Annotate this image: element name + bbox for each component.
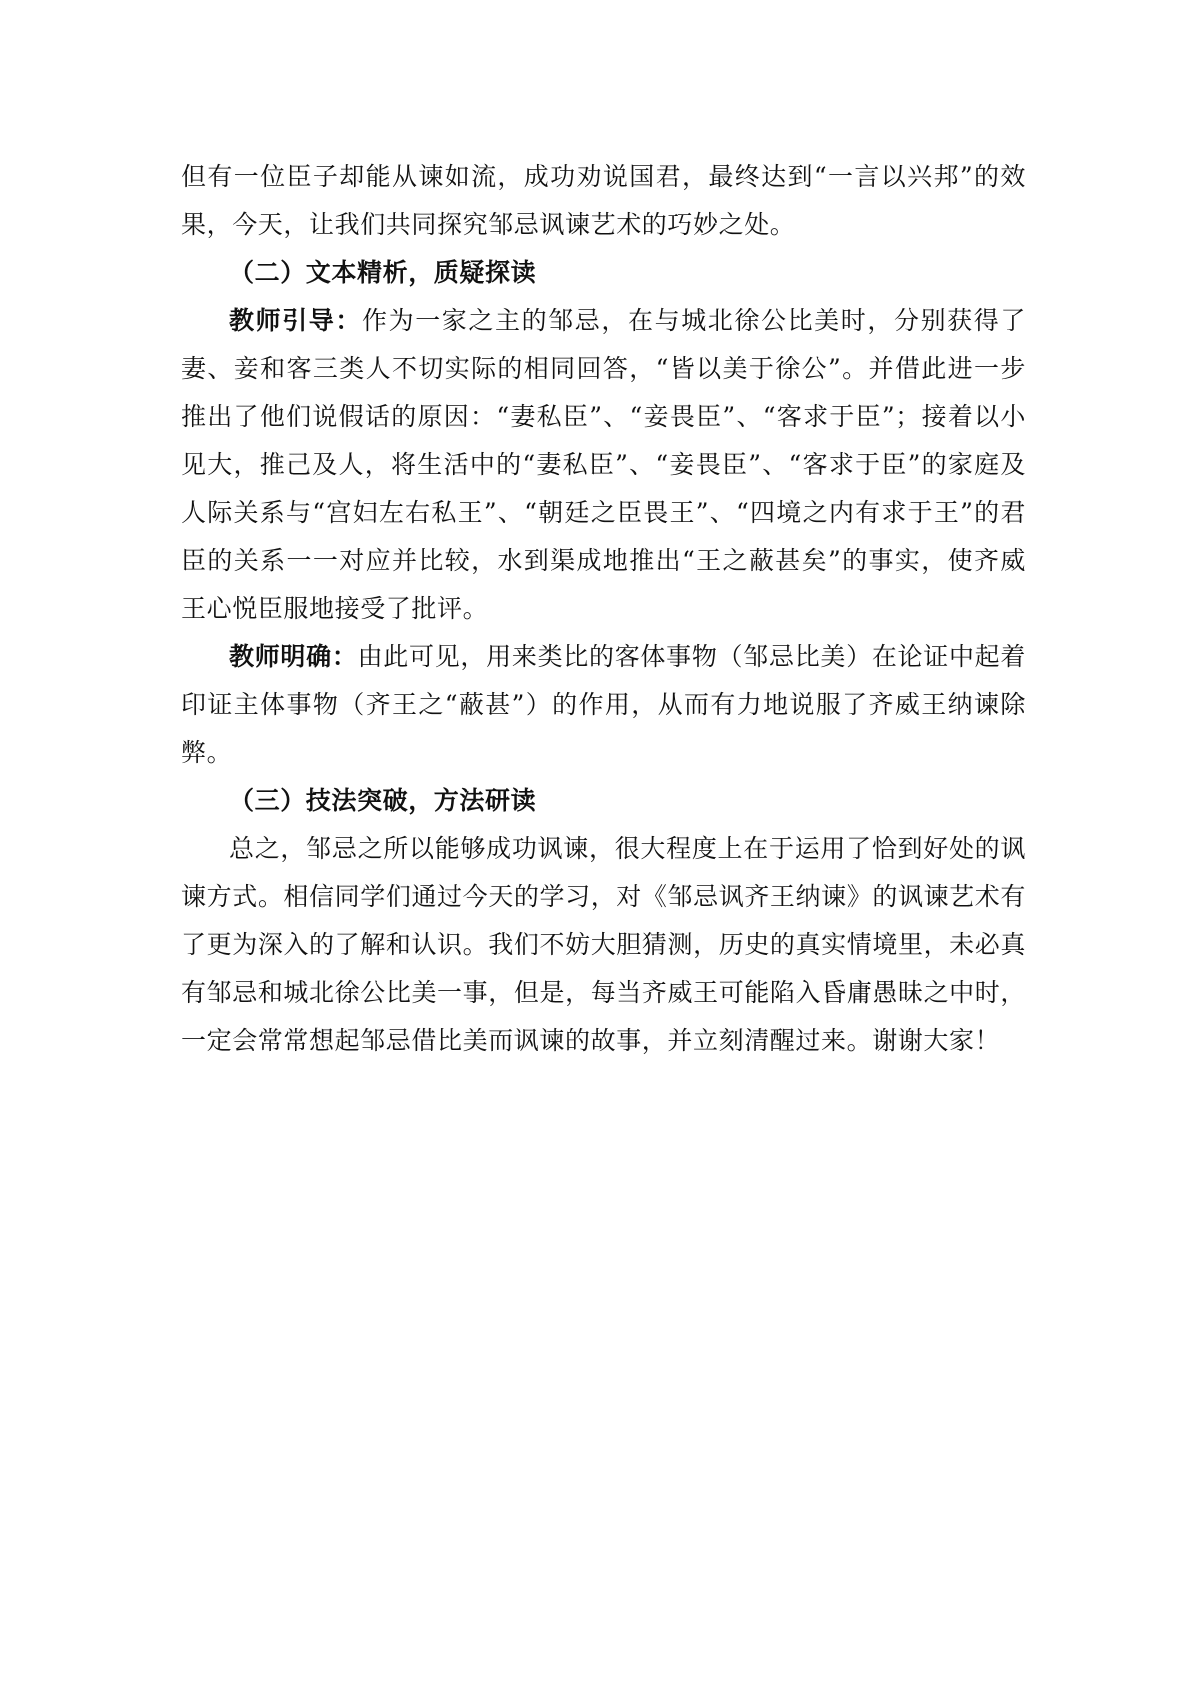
intro-paragraph: 但有一位臣子却能从谏如流，成功劝说国君，最终达到“一言以兴邦”的效果，今天，让我们共同探究邹忌讽谏艺术的巧妙之处。 [181, 162, 1026, 239]
teacher-clarify-paragraph [181, 633, 1026, 777]
teacher-clarify-text: 由此可见，用来类比的客体事物（邹忌比美）在论证中起着印证主体事物（齐王之“蔽甚”）的作用，从而有力地说服了齐威王纳谏除弊。 [181, 642, 1026, 767]
section-2-heading: （二）文本精析，质疑探读 [229, 258, 537, 287]
document-page [181, 153, 1026, 1065]
teacher-guide-paragraph [181, 297, 1026, 633]
teacher-clarify-label: 教师明确： [229, 642, 358, 671]
summary-paragraph: 总之，邹忌之所以能够成功讽谏，很大程度上在于运用了恰到好处的讽谏方式。相信同学们通过今天的学习，对《邹忌讽齐王纳谏》的讽谏艺术有了更为深入的了解和认识。我们不妨大胆猜测，历史的真实情境里，未必真有邹忌和城北徐公比美一事，但是，每当齐威王可能陷入昏庸愚昧之中时，一定会常常想起邹忌借比美而讽谏的故事，并立刻清醒过来。谢谢大家！ [181, 834, 1026, 1055]
section-3-heading: （三）技法突破，方法研读 [229, 786, 537, 815]
teacher-guide-label: 教师引导： [229, 306, 362, 335]
teacher-guide-text: 作为一家之主的邹忌，在与城北徐公比美时，分别获得了妻、妾和客三类人不切实际的相同回答，“皆以美于徐公”。并借此进一步推出了他们说假话的原因：“妻私臣”、“妾畏臣”、“客求于臣”；接着以小见大，推己及人，将生活中的“妻私臣”、“妾畏臣”、“客求于臣”的家庭及人际关系与“宫妇左右私王”、“朝廷之臣畏王”、“四境之内有求于王”的君臣的关系一一对应并比较，水到渠成地推出“王之蔽甚矣”的事实，使齐威王心悦臣服地接受了批评。 [181, 306, 1026, 623]
